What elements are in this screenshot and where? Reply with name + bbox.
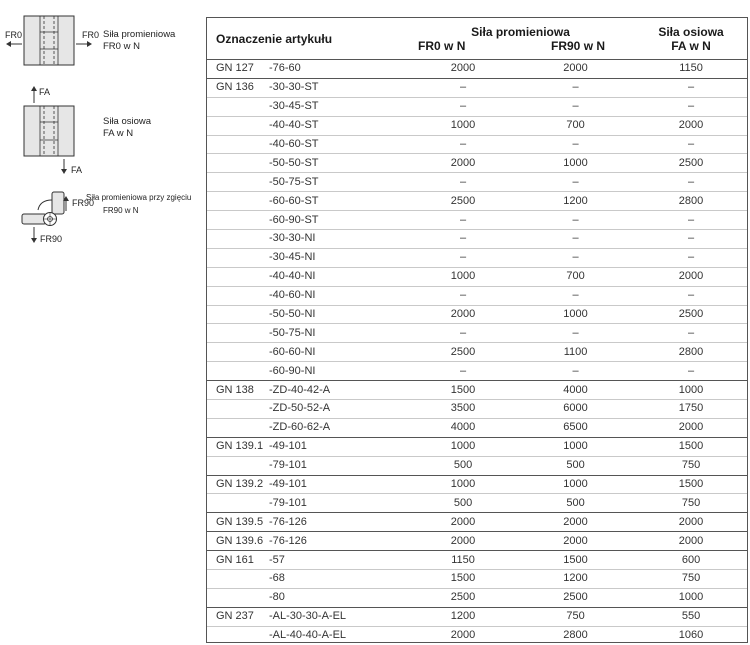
cell-group — [207, 400, 265, 419]
cell-fr0: 1200 — [406, 607, 516, 626]
cell-fr90: 1200 — [516, 570, 635, 589]
cell-fa: 750 — [635, 456, 747, 475]
cell-fa: – — [635, 97, 747, 116]
cell-group: GN 139.1 — [207, 437, 265, 456]
cell-fr90: – — [516, 248, 635, 267]
cell-fa: – — [635, 230, 747, 249]
cell-group — [207, 116, 265, 135]
cell-fr90: 6000 — [516, 400, 635, 419]
cell-article: -68 — [265, 570, 406, 589]
fr0-right-symbol: FR0 — [82, 30, 100, 40]
cell-fa: 2000 — [635, 532, 747, 551]
cell-group — [207, 588, 265, 607]
cell-fr90: 700 — [516, 116, 635, 135]
cell-group — [207, 343, 265, 362]
cell-fr90: 750 — [516, 607, 635, 626]
cell-article: -76-60 — [269, 62, 301, 75]
cell-fr90: 1000 — [516, 437, 635, 456]
cell-fa: 2000 — [635, 513, 747, 532]
cell-fr90: 1200 — [516, 192, 635, 211]
cell-fr0: – — [406, 324, 516, 343]
cell-fa: 550 — [635, 607, 747, 626]
cell-fr0: – — [406, 211, 516, 230]
cell-fr0: 1500 — [406, 381, 516, 400]
cell-fa: 2500 — [635, 305, 747, 324]
table-row — [207, 154, 747, 173]
table-row — [207, 192, 747, 211]
load-capacity-table-frame — [206, 17, 748, 643]
cell-fr0: 2000 — [406, 532, 516, 551]
cell-group: GN 139.6 — [207, 532, 265, 551]
table-row — [207, 60, 747, 79]
cell-fr90: – — [516, 211, 635, 230]
cell-fa: – — [635, 324, 747, 343]
cell-fr90: – — [516, 173, 635, 192]
cell-article: -60-90-ST — [265, 211, 406, 230]
cell-article: -79-101 — [265, 456, 406, 475]
cell-fr0: 500 — [406, 456, 516, 475]
cell-fa: 1000 — [635, 588, 747, 607]
header-fa: FA w N — [671, 38, 711, 53]
cell-group — [207, 154, 265, 173]
table-row — [207, 570, 747, 589]
cell-fr90: 2800 — [516, 626, 635, 643]
cell-article: -50-75-ST — [265, 173, 406, 192]
cell-fr0: 1000 — [406, 116, 516, 135]
cell-group: GN 237 — [207, 607, 265, 626]
radial-force-unit: FR0 w N — [103, 41, 140, 52]
cell-fr90: 500 — [516, 456, 635, 475]
table-row — [207, 494, 747, 513]
cell-fr0: 1500 — [406, 570, 516, 589]
cell-group — [207, 192, 265, 211]
bend-force-label: Siła promieniowa przy zgięciu — [86, 193, 192, 202]
cell-article: -AL-30-30-A-EL — [265, 607, 406, 626]
cell-article: -AL-40-40-A-EL — [265, 626, 406, 643]
cell-fr0: 1150 — [406, 551, 516, 570]
cell-fa: – — [635, 173, 747, 192]
cell-article: -79-101 — [265, 494, 406, 513]
table-row — [207, 116, 747, 135]
cell-fa: 2500 — [635, 154, 747, 173]
bend-force-unit: FR90 w N — [103, 206, 139, 215]
cell-fr90: – — [516, 286, 635, 305]
cell-group — [207, 97, 265, 116]
cell-fa: 2000 — [635, 418, 747, 437]
cell-fa: 1500 — [635, 437, 747, 456]
table-row — [207, 305, 747, 324]
table-row — [207, 230, 747, 249]
cell-article: -57 — [265, 551, 406, 570]
table-row — [207, 400, 747, 419]
table-body — [207, 60, 747, 644]
table-row — [207, 324, 747, 343]
cell-fr90: 2500 — [516, 588, 635, 607]
load-capacity-table — [207, 18, 747, 643]
cell-fr0: 4000 — [406, 418, 516, 437]
cell-group — [207, 494, 265, 513]
cell-fa: 600 — [635, 551, 747, 570]
cell-article: -40-40-NI — [265, 267, 406, 286]
cell-fr0: 2500 — [406, 192, 516, 211]
header-radial-title: Siła promieniowa — [471, 24, 570, 39]
cell-fr90: 2000 — [563, 62, 588, 75]
cell-group: GN 127 — [216, 62, 254, 75]
cell-group — [207, 173, 265, 192]
cell-group — [207, 456, 265, 475]
cell-fr90: – — [516, 324, 635, 343]
header-article: Oznaczenie artykułu — [207, 18, 406, 60]
cell-article: -76-126 — [265, 532, 406, 551]
fa-top-symbol: FA — [39, 87, 51, 97]
cell-article: -50-50-ST — [265, 154, 406, 173]
cell-fa: 2800 — [635, 192, 747, 211]
cell-fa: 750 — [635, 570, 747, 589]
axial-force-label: Siła osiowa — [103, 116, 152, 127]
cell-fr0: 1000 — [406, 437, 516, 456]
cell-fr0: – — [406, 135, 516, 154]
fr0-left-symbol: FR0 — [5, 30, 23, 40]
cell-fr0: 2000 — [406, 305, 516, 324]
axial-force-unit: FA w N — [103, 128, 134, 139]
table-row — [207, 456, 747, 475]
cell-fr90: 2000 — [516, 532, 635, 551]
fa-bottom-symbol: FA — [71, 165, 83, 175]
cell-fr0: 2000 — [406, 626, 516, 643]
cell-group — [207, 286, 265, 305]
table-row — [207, 626, 747, 643]
table-row — [207, 513, 747, 532]
cell-fr0: – — [406, 248, 516, 267]
fr90-top-symbol: FR90 — [72, 198, 95, 208]
cell-article: -49-101 — [265, 437, 406, 456]
cell-article: -76-126 — [265, 513, 406, 532]
cell-article: -ZD-50-52-A — [265, 400, 406, 419]
cell-fa: 1060 — [635, 626, 747, 643]
cell-fr90: 2000 — [516, 513, 635, 532]
table-row — [207, 418, 747, 437]
cell-article: -ZD-60-62-A — [265, 418, 406, 437]
table-row — [207, 362, 747, 381]
cell-article: -ZD-40-42-A — [265, 381, 406, 400]
header-axial-group — [635, 18, 747, 60]
cell-group — [207, 135, 265, 154]
cell-fr0: 1000 — [406, 475, 516, 494]
cell-fa: 1000 — [635, 381, 747, 400]
cell-fr0: 2000 — [450, 62, 476, 75]
cell-fr90: 1000 — [516, 305, 635, 324]
cell-fa: – — [635, 248, 747, 267]
table-row — [207, 135, 747, 154]
cell-fr0: – — [406, 97, 516, 116]
cell-article: -30-30-ST — [265, 78, 406, 97]
cell-article: -30-30-NI — [265, 230, 406, 249]
table-row — [207, 173, 747, 192]
cell-fa: 2000 — [635, 116, 747, 135]
cell-group — [207, 305, 265, 324]
cell-fr90: – — [516, 362, 635, 381]
cell-group: GN 161 — [207, 551, 265, 570]
radial-force-label: Siła promieniowa — [103, 29, 176, 40]
table-row — [207, 211, 747, 230]
table-row — [207, 267, 747, 286]
cell-article: -80 — [265, 588, 406, 607]
cell-article: -50-50-NI — [265, 305, 406, 324]
cell-fr0: 2000 — [406, 513, 516, 532]
cell-fr90: 1500 — [516, 551, 635, 570]
table-row — [207, 437, 747, 456]
header-fr90: FR90 w N — [551, 38, 606, 53]
cell-fr0: 2000 — [406, 154, 516, 173]
cell-article: -40-60-NI — [265, 286, 406, 305]
cell-group: GN 139.2 — [207, 475, 265, 494]
cell-fa: – — [635, 286, 747, 305]
cell-fr90: 1000 — [516, 475, 635, 494]
cell-group — [207, 230, 265, 249]
table-row — [207, 78, 747, 97]
cell-fr90: 500 — [516, 494, 635, 513]
hinge-radial-diagram — [6, 16, 92, 65]
cell-fr90: 4000 — [516, 381, 635, 400]
cell-group — [207, 211, 265, 230]
table-row — [207, 343, 747, 362]
cell-article: -30-45-NI — [265, 248, 406, 267]
cell-fr0: 2500 — [406, 588, 516, 607]
cell-article: -49-101 — [265, 475, 406, 494]
cell-article: -40-60-ST — [265, 135, 406, 154]
table-row — [207, 381, 747, 400]
fr90-bottom-symbol: FR90 — [40, 234, 63, 244]
cell-article: -60-60-ST — [265, 192, 406, 211]
cell-fr0: 1000 — [406, 267, 516, 286]
cell-fr0: – — [406, 173, 516, 192]
header-fr0: FR0 w N — [418, 38, 466, 53]
cell-fa: 2000 — [635, 267, 747, 286]
cell-group — [207, 626, 265, 643]
cell-article: -30-45-ST — [265, 97, 406, 116]
cell-fr90: 1000 — [516, 154, 635, 173]
cell-fa: 1750 — [635, 400, 747, 419]
table-row — [207, 97, 747, 116]
cell-fr0: 2500 — [406, 343, 516, 362]
cell-fa: – — [635, 135, 747, 154]
cell-group — [207, 570, 265, 589]
cell-fr90: – — [516, 97, 635, 116]
cell-fr90: 6500 — [516, 418, 635, 437]
hinge-axial-diagram — [24, 86, 74, 174]
table-row — [207, 475, 747, 494]
cell-fr0: – — [406, 78, 516, 97]
cell-fa: 1150 — [679, 62, 703, 75]
cell-fa: – — [635, 78, 747, 97]
table-row — [207, 588, 747, 607]
cell-fa: 2800 — [635, 343, 747, 362]
cell-article: -60-90-NI — [265, 362, 406, 381]
cell-fr90: – — [516, 78, 635, 97]
cell-fa: 750 — [635, 494, 747, 513]
cell-group: GN 136 — [207, 78, 265, 97]
cell-fr90: 700 — [516, 267, 635, 286]
cell-article: -40-40-ST — [265, 116, 406, 135]
cell-group: GN 138 — [207, 381, 265, 400]
cell-fr0: 500 — [406, 494, 516, 513]
table-row — [207, 551, 747, 570]
cell-article: -50-75-NI — [265, 324, 406, 343]
cell-fa: 1500 — [635, 475, 747, 494]
cell-fa: – — [635, 211, 747, 230]
cell-fr0: – — [406, 230, 516, 249]
cell-fr0: 3500 — [406, 400, 516, 419]
table-header-row — [207, 18, 747, 60]
table-row — [207, 607, 747, 626]
cell-article: -60-60-NI — [265, 343, 406, 362]
header-radial-group — [406, 18, 635, 60]
table-row — [207, 286, 747, 305]
table-row — [207, 248, 747, 267]
cell-fr0: – — [406, 286, 516, 305]
header-axial-title: Siła osiowa — [658, 24, 724, 39]
cell-fa: – — [635, 362, 747, 381]
cell-fr90: 1100 — [516, 343, 635, 362]
cell-group — [207, 324, 265, 343]
cell-group — [207, 267, 265, 286]
force-diagrams — [0, 0, 200, 260]
cell-fr0: – — [406, 362, 516, 381]
cell-fr90: – — [516, 135, 635, 154]
cell-group: GN 139.5 — [207, 513, 265, 532]
cell-group — [207, 362, 265, 381]
cell-group — [207, 248, 265, 267]
cell-fr90: – — [516, 230, 635, 249]
cell-group — [207, 418, 265, 437]
table-row — [207, 532, 747, 551]
